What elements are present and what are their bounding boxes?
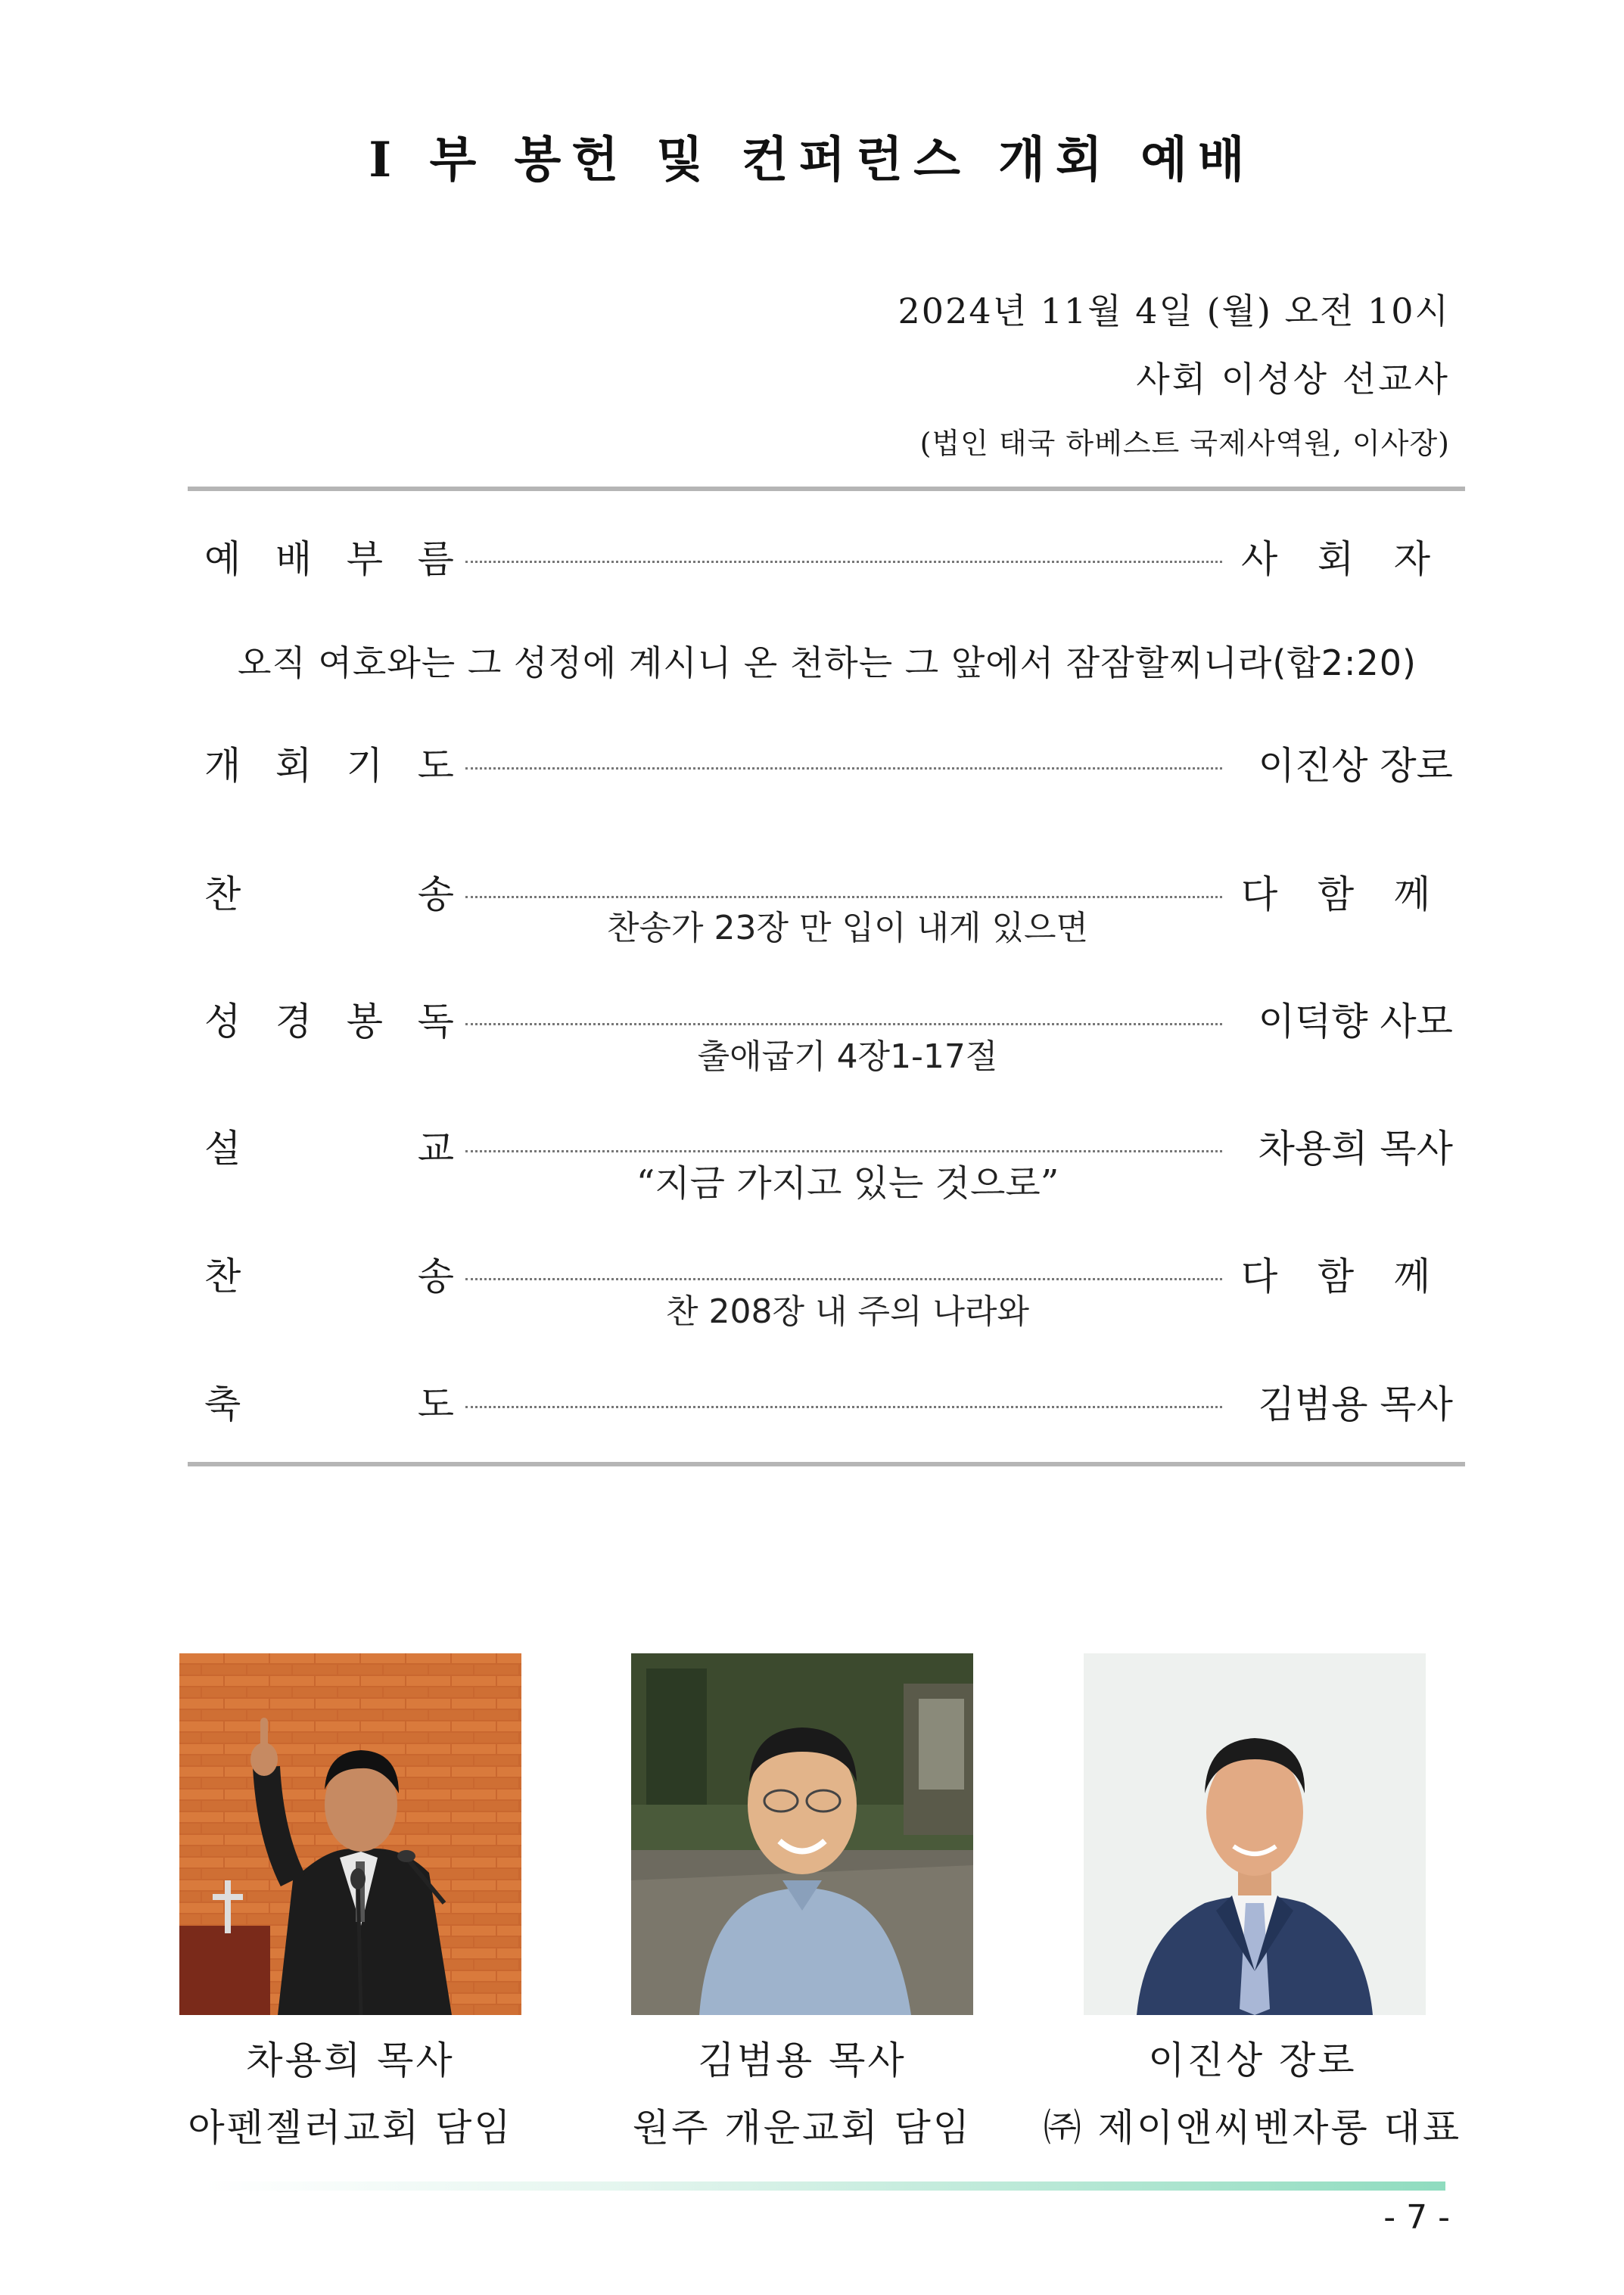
- program-row-opening-prayer: [204, 740, 1453, 788]
- dot-leader: [465, 767, 1222, 770]
- label-char: 개: [204, 744, 241, 788]
- label-char: 독: [417, 1000, 454, 1043]
- label-char: 찬: [204, 1255, 241, 1298]
- hymn-1-title: 찬송가 23장 만 입이 내게 있으면: [607, 909, 1088, 947]
- dot-leader: [465, 561, 1222, 563]
- call-to-worship-verse: 오직 여호와는 그 성정에 계시니 온 천하는 그 앞에서 잠잠할찌니라(합2:20): [238, 642, 1417, 683]
- label-char: 름: [417, 537, 454, 581]
- top-rule: [188, 487, 1465, 491]
- label-char: 송: [417, 872, 454, 916]
- page-number: - 7 -: [1383, 2198, 1450, 2237]
- who-char: 회: [1317, 537, 1355, 581]
- label-char: 경: [275, 1000, 313, 1043]
- dot-leader: [465, 1023, 1222, 1025]
- dot-leader: [465, 1150, 1222, 1152]
- service-host: 사회 이성상 선교사: [1136, 359, 1450, 400]
- label-char: 봉: [346, 1000, 384, 1043]
- who-char: 께: [1393, 1255, 1430, 1298]
- who-name: 김범용 목사: [1258, 1382, 1453, 1426]
- label-char: 배: [275, 537, 313, 581]
- caption-name-1: 차용희 목사: [246, 2038, 455, 2082]
- label-char: 도: [417, 1382, 454, 1426]
- caption-role-1: 아펜젤러교회 담임: [188, 2106, 513, 2150]
- photo-elder-lee: [1084, 1653, 1426, 2015]
- label-char: 축: [204, 1382, 241, 1426]
- program-row-benediction: [204, 1379, 1453, 1424]
- who-char: 사: [1241, 537, 1278, 581]
- dot-leader: [465, 896, 1222, 898]
- who-char: 다: [1241, 1255, 1278, 1298]
- label-char: 기: [346, 744, 384, 788]
- label-char: 성: [204, 1000, 241, 1043]
- who-name: 차용희 목사: [1258, 1127, 1453, 1171]
- host-organization: (법인 태국 하베스트 국제사역원, 이사장): [919, 427, 1450, 460]
- footer-accent-line: [204, 2181, 1445, 2191]
- sermon-title: “지금 가지고 있는 것으로”: [636, 1162, 1059, 1205]
- label-char: 교: [417, 1127, 454, 1171]
- photo-pastor-cha: [179, 1653, 521, 2015]
- who-char: 자: [1393, 537, 1430, 581]
- who-name: 이진상 장로: [1258, 744, 1453, 788]
- who-char: 함: [1317, 1255, 1355, 1298]
- caption-name-2: 김범용 목사: [698, 2038, 907, 2082]
- label-char: 도: [417, 744, 454, 788]
- photo-pastor-kim: [631, 1653, 973, 2015]
- caption-name-3: 이진상 장로: [1148, 2038, 1357, 2082]
- hymn-2-title: 찬 208장 내 주의 나라와: [666, 1292, 1029, 1331]
- caption-role-3: ㈜ 제이앤씨벤자롱 대표: [1043, 2106, 1462, 2150]
- label-char: 예: [204, 537, 241, 581]
- label-char: 송: [417, 1255, 454, 1298]
- label-char: 찬: [204, 872, 241, 916]
- label-char: 부: [346, 537, 384, 581]
- dot-leader: [465, 1278, 1222, 1280]
- who-char: 께: [1393, 872, 1430, 916]
- dot-leader: [465, 1406, 1222, 1408]
- caption-role-2: 원주 개운교회 담임: [632, 2106, 972, 2150]
- scripture-reference: 출애굽기 4장1-17절: [697, 1037, 998, 1076]
- service-date: 2024년 11월 4일 (월) 오전 10시: [898, 291, 1450, 331]
- label-char: 회: [275, 744, 313, 788]
- label-char: 설: [204, 1127, 241, 1171]
- who-char: 다: [1241, 872, 1278, 916]
- who-name: 이덕향 사모: [1258, 1000, 1453, 1043]
- page-title: I 부 봉헌 및 컨퍼런스 개회 예배: [369, 132, 1255, 188]
- bottom-rule: [188, 1462, 1465, 1466]
- who-char: 함: [1317, 872, 1355, 916]
- program-row-call-to-worship: [204, 533, 1453, 579]
